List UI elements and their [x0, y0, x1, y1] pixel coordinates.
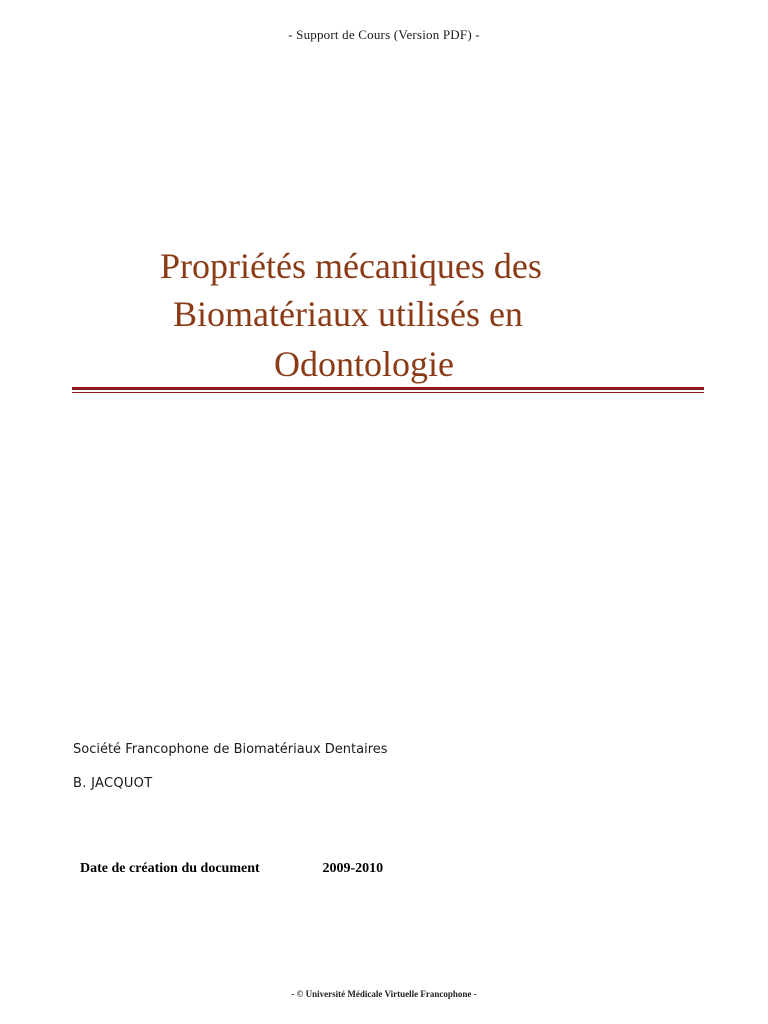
header-note: - Support de Cours (Version PDF) - [288, 27, 480, 42]
creation-date-value: 2009-2010 [322, 861, 384, 876]
title-rule-thin [72, 392, 704, 393]
title-line-1: Propriétés mécaniques des [160, 246, 542, 286]
title-line-3: Odontologie [274, 344, 454, 384]
creation-date-label: Date de création du document [80, 861, 260, 876]
footer-copyright: - © Université Médicale Virtuelle Francophone - [291, 989, 477, 999]
title-line-2: Biomatériaux utilisés en [173, 294, 523, 334]
creation-date-row [80, 861, 383, 877]
title-rule-thick [72, 387, 704, 390]
author-name: B. JACQUOT [73, 776, 153, 791]
organization-name: Société Francophone de Biomatériaux Dentaires [73, 742, 388, 757]
